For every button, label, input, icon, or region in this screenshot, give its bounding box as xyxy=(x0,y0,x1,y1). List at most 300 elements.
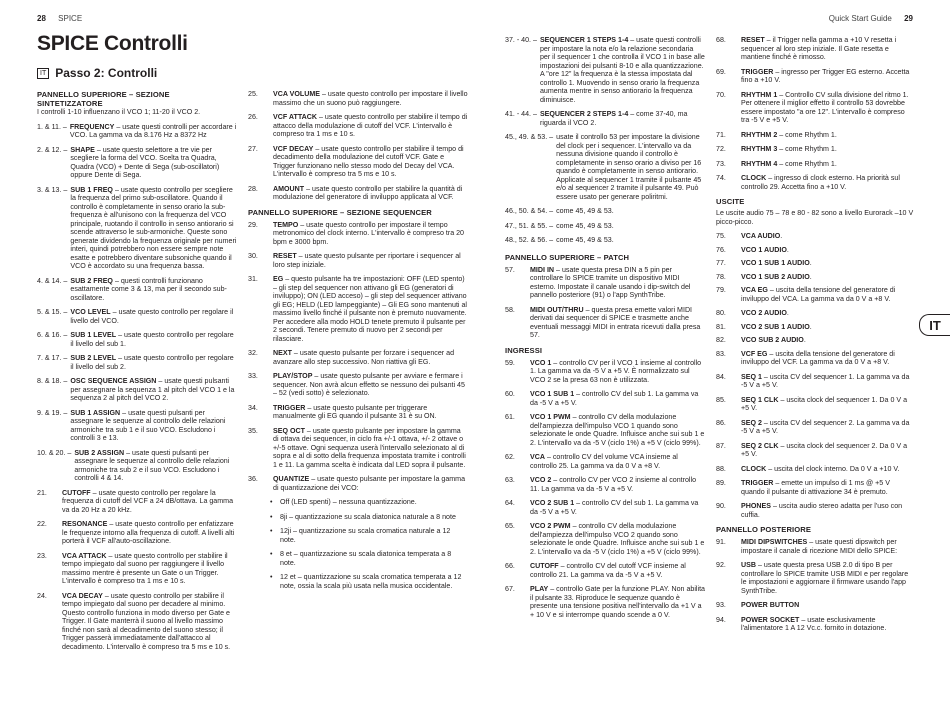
item-description: – uscita clock del sequencer 2. Da 0 V a +5 V. xyxy=(741,441,908,458)
list-item xyxy=(37,552,237,586)
item-text xyxy=(273,221,468,247)
list-item xyxy=(248,90,468,107)
right-header-guide: Quick Start Guide xyxy=(828,14,892,23)
list-item xyxy=(505,266,705,300)
inputs-list xyxy=(505,359,705,620)
item-description: – uscita audio stereo adatta per l'uso con cuffia. xyxy=(741,502,903,519)
item-text xyxy=(273,275,468,343)
item-control-name: SUB 2 FREQ xyxy=(70,276,113,285)
item-control-name: VCO 2 SUB 1 AUDIO xyxy=(741,322,810,331)
list-item xyxy=(505,306,705,340)
item-description: – usate questo controllo per regolare il livello del VCO. xyxy=(70,308,234,325)
item-number: 70. xyxy=(716,90,726,99)
item-description: – questi controlli funzionano esattamente come 3 & 13, ma per il secondo sub-oscillatore. xyxy=(70,276,227,302)
item-number: 47., 51. & 55. – xyxy=(505,221,554,230)
item-number: 91. xyxy=(716,538,726,546)
item-control-name: USB xyxy=(741,561,756,569)
item-number: 36. xyxy=(248,475,258,483)
item-control-name: MIDI DIPSWITCHES xyxy=(741,538,808,546)
list-item xyxy=(37,449,237,483)
item-control-name: RESONANCE xyxy=(62,520,108,528)
item-description: – uscita CV del sequencer 2. La gamma va da -5 V a +5 V. xyxy=(741,418,910,435)
right-page-number: 29 xyxy=(904,14,913,23)
list-item xyxy=(716,91,914,125)
list-item xyxy=(248,349,468,366)
item-text xyxy=(741,246,914,255)
section-heading-inputs: INGRESSI xyxy=(505,345,543,355)
item-description: come 45, 49 & 53. xyxy=(556,221,614,230)
item-description: – uscita della tensione del generatore di inviluppo del VCA. La gamma va da 0 V a +8 V. xyxy=(741,286,896,303)
item-description: . xyxy=(803,336,806,344)
item-text xyxy=(70,409,237,443)
item-description: – controllo CV del sub 1. La gamma va da -5 V a +5 V. xyxy=(530,499,699,516)
list-item xyxy=(37,520,237,546)
language-badge: IT xyxy=(37,68,49,79)
item-number: 93. xyxy=(716,601,726,609)
list-item xyxy=(716,396,914,413)
bullet-icon: • xyxy=(270,512,273,521)
item-number: 6. & 16. – xyxy=(37,331,68,339)
item-number: 82. xyxy=(716,336,726,344)
list-item xyxy=(716,616,914,633)
item-text xyxy=(273,372,468,398)
bullet-item xyxy=(270,527,468,544)
item-text xyxy=(70,354,237,371)
item-text xyxy=(556,133,705,201)
bullet-icon: • xyxy=(270,498,273,506)
item-description: – usate questo controllo per scegliere la frequenza del primo sub-oscillatore. Quando il controllo è completamente in senso orario la sub-frequenza è all'unisono con la frequenza del VCO principale, ruotando il controllo in senso antiorario si scende attraverso le sub-armoniche. Queste sono generate dividendo la frequenza originale per numeri interi, quindi potrebbero non essere sempre note esatte e potrebbero diventare subsoniche quando il VCO è accordato su una frequenza bassa. xyxy=(70,185,237,270)
list-item xyxy=(716,160,914,169)
step-title: Passo 2: Controlli xyxy=(55,66,158,80)
section-heading-sequencer: PANNELLO SUPERIORE – SEZIONE SEQUENCER xyxy=(248,207,432,217)
item-description: – usate questo pulsante per avviare e fermare i sequencer. Non avrà alcun effetto se nessuno dei pulsanti 45 – 52 (vedi sotto) è selezionato. xyxy=(273,372,465,397)
item-control-name: POWER BUTTON xyxy=(741,601,800,609)
item-description: – usate questo controllo per enfatizzare le frequenze intorno alla frequenza di cutoff. A livelli alti porterà il VCF all'auto-oscillazione. xyxy=(62,520,235,545)
item-number: 62. xyxy=(505,453,515,461)
bullet-text: 12 et – quantizzazione su scala cromatica temperata a 12 note, ossia la scala più usata nella musica occidentale. xyxy=(280,573,462,590)
section-heading-synth: PANNELLO SUPERIORE – SEZIONE SINTETIZZATORE xyxy=(37,90,170,108)
list-item xyxy=(716,373,914,390)
item-text xyxy=(273,185,468,202)
item-description: . xyxy=(786,245,789,254)
list-item xyxy=(37,592,237,652)
section-heading-outputs: USCITE xyxy=(716,197,745,206)
item-description: – ingresso per Trigger EG esterno. Accetta fino a +10 V. xyxy=(741,67,910,84)
item-number: 9. & 19. – xyxy=(37,408,68,417)
item-description: – usate esclusivamente l'alimentatore 1 A 12 Vc.c. fornito in dotazione. xyxy=(741,615,887,632)
item-description: . xyxy=(809,272,812,281)
bullet-item xyxy=(270,513,468,522)
left-page-number: 28 xyxy=(37,14,46,23)
item-text xyxy=(741,502,914,519)
item-text xyxy=(70,186,237,271)
item-description: – usate questo pulsante per impostare la gamma di ottava dei sequencer, in ciclo fra +/-1 ottava, +/- 2 ottave o +/-5 ottave. Ogni sequenza userà l'intervallo selezionato al di sopra e al di sotto della frequenza impostata tramite i controlli 1 e 11. La gamma scelta è indicata dal LED sopra il pulsante. xyxy=(273,426,466,469)
item-number: 79. xyxy=(716,286,726,294)
item-number: 77. xyxy=(716,259,726,267)
item-number: 29. xyxy=(248,220,258,229)
item-description: come 45, 49 & 53. xyxy=(556,207,614,215)
item-number: 10. & 20. – xyxy=(37,448,72,457)
list-item xyxy=(37,409,237,443)
bullet-icon: • xyxy=(270,573,273,581)
item-control-name: MIDI IN xyxy=(530,265,555,274)
list-item xyxy=(716,538,914,555)
item-control-name: POWER SOCKET xyxy=(741,615,800,624)
item-description: – usate questi dipswitch per impostare il canale di ricezione MIDI dello SPICE: xyxy=(741,538,898,555)
item-number: 86. xyxy=(716,418,726,427)
list-item xyxy=(37,331,237,348)
item-description: – usate questo controllo per stabilire il tempo di decadimento della modulazione del cutoff VCF. Gate e Trigger funzionano nello stesso modo del Decay del VCA. L'intervallo è compreso tra 5 ms e 10 s. xyxy=(273,144,464,178)
item-description: – Controllo CV sulla divisione del ritmo 1. Per ottenere il miglior effetto il controllo 53 dovrebbe essere impostato "a ore 12". L'intervallo è compreso tra -5 V e +5 V. xyxy=(741,90,909,124)
item-control-name: VCA DECAY xyxy=(62,591,103,600)
item-number: 73. xyxy=(716,159,726,168)
item-control-name: RHYTHM 2 xyxy=(741,130,778,139)
item-text xyxy=(741,350,914,367)
item-description: – usate questi controlli per impostare la nota e/o la relazione secondaria per il sequencer 1 che controlla il VCO 1 in base alle impostazioni dei pulsanti 8-10 e alla quantizzazione. A "ore 12" la frequenza è la stessa impostata dal controllo 1. Muovendo in senso orario la frequenza aumenta mentre in senso antiorario la frequenza diminuisce. xyxy=(539,36,705,104)
item-number: 63. xyxy=(505,476,515,484)
item-description: – controllo CV del sub 1. La gamma va da -5 V a +5 V. xyxy=(530,390,699,407)
item-control-name: VCO 2 xyxy=(530,476,552,484)
item-control-name: VCF EG xyxy=(741,349,768,358)
item-text xyxy=(530,476,705,493)
list-item xyxy=(505,453,705,470)
list-item xyxy=(716,502,914,519)
column-1 xyxy=(37,90,237,657)
item-text xyxy=(70,308,237,325)
item-number: 1. & 11. – xyxy=(37,122,67,131)
item-number: 64. xyxy=(505,499,515,507)
section-intro-synth: I controlli 1-10 influenzano il VCO 1; 11-20 il VCO 2. xyxy=(37,108,201,116)
item-control-name: VCF ATTACK xyxy=(273,113,317,121)
list-item xyxy=(716,131,914,140)
item-control-name: SEQUENCER 1 STEPS 1-4 xyxy=(539,36,629,44)
item-control-name: AMOUNT xyxy=(273,184,305,193)
item-control-name: PLAY/STOP xyxy=(273,372,313,380)
item-number: 32. xyxy=(248,349,258,357)
item-description: – usate questi controlli per accordare i VCO. La gamma va da 8.176 Hz a 8372 Hz xyxy=(69,122,237,139)
list-item xyxy=(37,354,237,371)
section-heading-rear-panel: PANNELLO POSTERIORE xyxy=(716,525,812,534)
item-text xyxy=(530,453,705,470)
item-control-name: FREQUENCY xyxy=(69,122,115,131)
item-control-name: VCA AUDIO xyxy=(741,232,781,240)
list-item xyxy=(716,350,914,367)
section-intro-outputs: Le uscite audio 75 – 78 e 80 - 82 sono a livello Eurorack –10 V picco-picco. xyxy=(716,209,914,226)
list-item xyxy=(716,309,914,318)
item-description: – usate questi pulsanti per assegnare la sequenza 1 al pitch del VCO 1 e la sequenza 2 al pitch del VCO 2. xyxy=(70,377,235,402)
item-description: – controllo CV per VCO 2 insieme al controllo 11. La gamma va da -5 V a +5 V. xyxy=(530,476,697,493)
item-text xyxy=(70,123,237,140)
item-description: – usate questo controllo per stabilire il tempo impiegato dal suono per raggiungere il livello massimo mentre è presente un Gate o un Trigger. L'intervallo è compreso tra 1 ms e 10 s. xyxy=(62,551,228,585)
item-description: – come Rhythm 1. xyxy=(779,130,837,139)
list-item xyxy=(716,246,914,255)
item-control-name: VCA VOLUME xyxy=(273,90,321,98)
item-control-name: TRIGGER xyxy=(741,67,774,76)
item-number: 89. xyxy=(716,479,726,487)
item-description: – emette un impulso di 1 ms @ +5 V quando il pulsante di attivazione 34 è premuto. xyxy=(741,479,890,496)
item-text xyxy=(741,396,914,413)
item-number: 45., 49. & 53. – xyxy=(505,133,554,141)
item-number: 66. xyxy=(505,562,515,570)
list-item xyxy=(505,413,705,447)
list-item xyxy=(248,427,468,470)
item-control-name: VCO LEVEL xyxy=(70,308,111,316)
section-heading-patch: PANNELLO SUPERIORE – PATCH xyxy=(505,252,630,262)
item-number: 71. xyxy=(716,130,726,139)
item-text xyxy=(540,36,705,104)
inputs-list-cont xyxy=(716,36,914,191)
synth-controls-list xyxy=(37,123,237,652)
bullet-icon: • xyxy=(270,550,273,558)
item-text xyxy=(741,68,914,85)
item-text xyxy=(741,336,914,345)
list-item xyxy=(716,465,914,474)
item-description: – controllo Gate per la funzione PLAY. Non abilita il pulsante 33. Riproduce le sequenze quando è presente una tensione positiva nell'intervallo da +1 V a + 10 V e si interrompe quando scende a 0 V. xyxy=(530,585,705,619)
list-item xyxy=(248,475,468,492)
item-text xyxy=(741,259,914,268)
item-control-name: SEQ 2 CLK xyxy=(741,441,779,450)
item-text xyxy=(741,36,914,62)
item-control-name: VCO 2 PWM xyxy=(530,522,571,530)
item-text xyxy=(741,373,914,390)
column-4 xyxy=(716,36,914,639)
item-control-name: RHYTHM 4 xyxy=(741,159,778,168)
item-number: 26. xyxy=(248,113,258,121)
item-text xyxy=(530,266,705,300)
list-item xyxy=(248,404,468,421)
item-number: 61. xyxy=(505,413,515,421)
list-item xyxy=(716,419,914,436)
item-text xyxy=(741,131,914,140)
language-side-tab: IT xyxy=(919,314,950,336)
item-control-name: CUTOFF xyxy=(530,562,559,570)
item-number: 23. xyxy=(37,551,47,560)
item-number: 22. xyxy=(37,520,47,528)
item-text xyxy=(741,232,914,241)
item-number: 60. xyxy=(505,390,515,398)
sequencer-controls-list xyxy=(248,221,468,493)
list-item xyxy=(716,336,914,345)
item-number: 24. xyxy=(37,591,47,600)
item-text xyxy=(741,309,914,318)
item-description: – usate questo selettore a tre vie per scegliere la forma del VCO. Scelta tra Quadra, Quadra (VCO) + Dente di Sega (sub-oscillatori) oppure Dente di Sega. xyxy=(70,145,220,179)
item-description: – usate questo pulsante per impostare la gamma di quantizzazione dei VCO: xyxy=(273,475,466,492)
item-number: 87. xyxy=(716,441,726,450)
list-item xyxy=(716,259,914,268)
item-control-name: VCO 1 AUDIO xyxy=(741,245,787,254)
item-number: 58. xyxy=(505,305,515,314)
bullet-item xyxy=(270,550,468,567)
item-number: 67. xyxy=(505,585,515,593)
item-number: 84. xyxy=(716,372,726,381)
item-number: 94. xyxy=(716,615,726,624)
item-control-name: VCO 1 SUB 2 AUDIO xyxy=(741,272,810,281)
item-description: – usate questo controllo per regolare la frequenza di cutoff del VCF a 24 dB/ottava. La gamma va da 20 Hz a 20 kHz. xyxy=(62,488,234,514)
item-control-name: PLAY xyxy=(530,585,549,593)
list-item xyxy=(716,174,914,191)
list-item xyxy=(248,113,468,139)
quantize-options-list xyxy=(270,498,468,590)
item-text xyxy=(74,449,237,483)
list-item xyxy=(505,562,705,579)
list-item xyxy=(37,186,237,271)
item-text xyxy=(62,520,237,546)
item-text xyxy=(556,207,705,216)
item-control-name: VCO 2 SUB 1 xyxy=(530,499,575,507)
item-description: . xyxy=(780,232,783,240)
item-number: 88. xyxy=(716,464,726,473)
item-number: 69. xyxy=(716,67,726,76)
rear-panel-list xyxy=(716,538,914,633)
item-description: . xyxy=(809,322,812,331)
list-item xyxy=(248,185,468,202)
item-number: 28. xyxy=(248,184,258,193)
item-number: 27. xyxy=(248,144,258,153)
item-description: – come 37-40, ma riguarda il VCO 2. xyxy=(539,110,688,127)
item-text xyxy=(273,427,468,470)
list-item xyxy=(505,222,705,231)
list-item xyxy=(37,146,237,180)
item-description: – usate questo controllo per regolare il livello del sub 2. xyxy=(70,354,234,371)
item-description: – usate questo controllo per stabilire il tempo impiegato dal suono per decadere al minimo. Questo controllo funziona in modo diverso per Gate e Trigger. Il Gate manterrà il suono al livello massimo finché non sarà al decadimento del suono stesso; il Trigger passerà immediatamente dall'attacco al decadimento. L'intervallo è compreso tra 5 ms e 10 s. xyxy=(62,591,231,651)
list-item xyxy=(505,476,705,493)
bullet-text: 12ji – quantizzazione su scala cromatica naturale a 12 note. xyxy=(280,527,451,544)
item-control-name: VCO 1 xyxy=(530,358,552,367)
list-item xyxy=(505,499,705,516)
item-control-name: VCO 2 AUDIO xyxy=(741,309,787,317)
item-number: 7. & 17. – xyxy=(37,354,68,362)
item-number: 31. xyxy=(248,275,258,283)
item-description: – il Trigger nella gamma a +10 V resetta i sequencer al loro step iniziale. Il Gate resetta e mantiene finché è rimosso. xyxy=(741,36,897,61)
patch-list xyxy=(505,266,705,340)
item-text xyxy=(741,174,914,191)
item-control-name: CLOCK xyxy=(741,464,767,473)
item-text xyxy=(273,404,468,421)
bullet-icon: • xyxy=(270,527,273,535)
item-description: – come Rhythm 1. xyxy=(779,159,837,168)
item-control-name: SEQUENCER 2 STEPS 1-4 xyxy=(539,110,629,118)
item-description: – uscita del clock interno. Da 0 V a +10 V. xyxy=(768,464,900,473)
bullet-item xyxy=(270,573,468,590)
item-control-name: VCO 1 PWM xyxy=(530,413,571,421)
item-number: 78. xyxy=(716,272,726,281)
item-control-name: OSC SEQUENCE ASSIGN xyxy=(70,377,157,385)
item-number: 83. xyxy=(716,349,726,358)
item-control-name: MIDI OUT/THRU xyxy=(530,305,584,314)
item-description: – ingresso di clock esterno. Ha priorità sul controllo 29. Accetta fino a +10 V. xyxy=(741,174,900,191)
list-item xyxy=(505,359,705,385)
item-control-name: SEQ 2 xyxy=(741,418,762,427)
item-control-name: SUB 1 FREQ xyxy=(70,185,113,194)
item-number: 21. xyxy=(37,488,47,497)
item-description: – questo pulsante ha tre impostazioni: OFF (LED spento) – gli step del sequencer non attivano gli EG (generatori di inviluppo); ON (LED acceso) – gli step del sequencer attivano gli EG; HELD (LED lampeggiante) – Gli EG sono mantenuti al massimo livello finché il pulsante non è premuto nuovamente. Per accedere alla modo HOLD tenete premuto il pulsante per 2 secondi. Tenere premuto di nuovo per 2 secondi per rilasciare. xyxy=(273,275,467,343)
column-2 xyxy=(248,90,468,596)
item-text xyxy=(273,475,468,492)
list-item xyxy=(248,221,468,247)
item-description: – usate questo controllo per impostare il livello massimo che un suono può raggiungere. xyxy=(273,90,468,107)
item-text xyxy=(530,413,705,447)
item-number: 57. xyxy=(505,265,515,274)
list-item xyxy=(716,68,914,85)
list-item xyxy=(716,561,914,595)
item-description: – usate questi pulsanti per assegnare le sequenze al controllo delle relazioni armoniche tra sub 1 e il suo VCO. Escludono i controlli 3 e 13. xyxy=(70,408,226,442)
item-text xyxy=(741,616,914,633)
item-number: 68. xyxy=(716,36,726,44)
item-description: . xyxy=(809,259,812,267)
item-number: 81. xyxy=(716,322,726,331)
item-control-name: PHONES xyxy=(741,502,771,510)
item-control-name: CUTOFF xyxy=(62,488,91,497)
item-control-name: SEQ OCT xyxy=(273,426,305,435)
list-item xyxy=(248,275,468,343)
list-item xyxy=(505,522,705,556)
item-number: 80. xyxy=(716,309,726,317)
item-text xyxy=(70,377,237,403)
bullet-text: 8ji – quantizzazione su scala diatonica naturale a 8 note xyxy=(280,512,456,521)
item-text xyxy=(741,273,914,282)
list-item xyxy=(505,36,705,104)
page-title: SPICE Controlli xyxy=(37,32,188,55)
item-number: 2. & 12. – xyxy=(37,145,68,154)
item-description: – uscita CV del sequencer 1. La gamma va da -5 V a +5 V. xyxy=(741,372,910,389)
item-text xyxy=(741,442,914,459)
item-text xyxy=(530,562,705,579)
list-item xyxy=(716,36,914,62)
item-text xyxy=(741,465,914,474)
item-description: . xyxy=(786,309,789,317)
bullet-text: 8 et – quantizzazione su scala diatonica temperata a 8 note. xyxy=(280,550,452,567)
item-description: – usate questa presa DIN a 5 pin per controllare lo SPICE tramite un dispositivo MIDI esterno. Impostate il canale usando i dip-switch del pannello posteriore (91) o l'app SynthTribe. xyxy=(530,265,691,299)
item-number: 3. & 13. – xyxy=(37,185,68,194)
item-control-name: VCA EG xyxy=(741,286,768,294)
item-text xyxy=(741,323,914,332)
item-text xyxy=(62,552,237,586)
item-text xyxy=(273,252,468,269)
list-item xyxy=(37,123,237,140)
item-number: 75. xyxy=(716,232,726,240)
item-control-name: VCA ATTACK xyxy=(62,551,107,560)
item-description: usate il controllo 53 per impostare la divisione del clock per i sequencer. L'intervallo va da nessuna divisione quando il controllo è completamente in senso orario a diviso per 16 quando è completamente in senso antiorario. Applicate al sequencer 1 tramite il pulsante 45 e/o al sequencer 2 tramite il pulsante 49. Può essere usato per generare poliritmi. xyxy=(556,133,702,201)
list-item xyxy=(37,489,237,515)
item-description: – usate questo controllo per stabilire il tempo di attacco della modulazione di cutoff del VCF. L'intervallo è compreso tra 1 ms e 10 s. xyxy=(273,113,468,138)
item-text xyxy=(530,359,705,385)
item-number: 72. xyxy=(716,145,726,153)
item-text xyxy=(556,236,705,245)
item-number: 5. & 15. – xyxy=(37,308,68,316)
item-description: – usate questo controllo per impostare il tempo metronomico del clock interno. L'intervallo è compreso tra 20 bpm e 3000 bpm. xyxy=(273,220,465,246)
item-text xyxy=(741,561,914,595)
item-number: 48., 52. & 56. – xyxy=(505,236,554,244)
item-description: – controllo CV per il VCO 1 insieme al controllo 1. La gamma va da -5 V a +5 V. È normalizzato sul VCO 2 se la presa 63 non è utilizzata. xyxy=(530,358,702,384)
list-item xyxy=(37,277,237,303)
item-number: 41. - 44. – xyxy=(505,110,537,118)
item-description: – usate questo controllo per stabilire la quantità di modulazione del generatore di inviluppo applicata al VCF. xyxy=(273,184,463,201)
item-control-name: RESET xyxy=(273,252,297,260)
list-item xyxy=(716,479,914,496)
item-number: 30. xyxy=(248,252,258,260)
item-number: 76. xyxy=(716,245,726,254)
item-control-name: VCO 1 SUB 1 xyxy=(530,390,575,398)
list-item xyxy=(505,110,705,127)
item-description: – uscita clock del sequencer 1. Da 0 V a +5 V. xyxy=(741,395,908,412)
list-item xyxy=(505,390,705,407)
item-text xyxy=(741,286,914,303)
item-control-name: RHYTHM 1 xyxy=(741,90,778,99)
bullet-item xyxy=(270,498,468,507)
item-control-name: EG xyxy=(273,275,284,283)
item-control-name: NEXT xyxy=(273,349,292,357)
item-control-name: RHYTHM 3 xyxy=(741,145,778,153)
